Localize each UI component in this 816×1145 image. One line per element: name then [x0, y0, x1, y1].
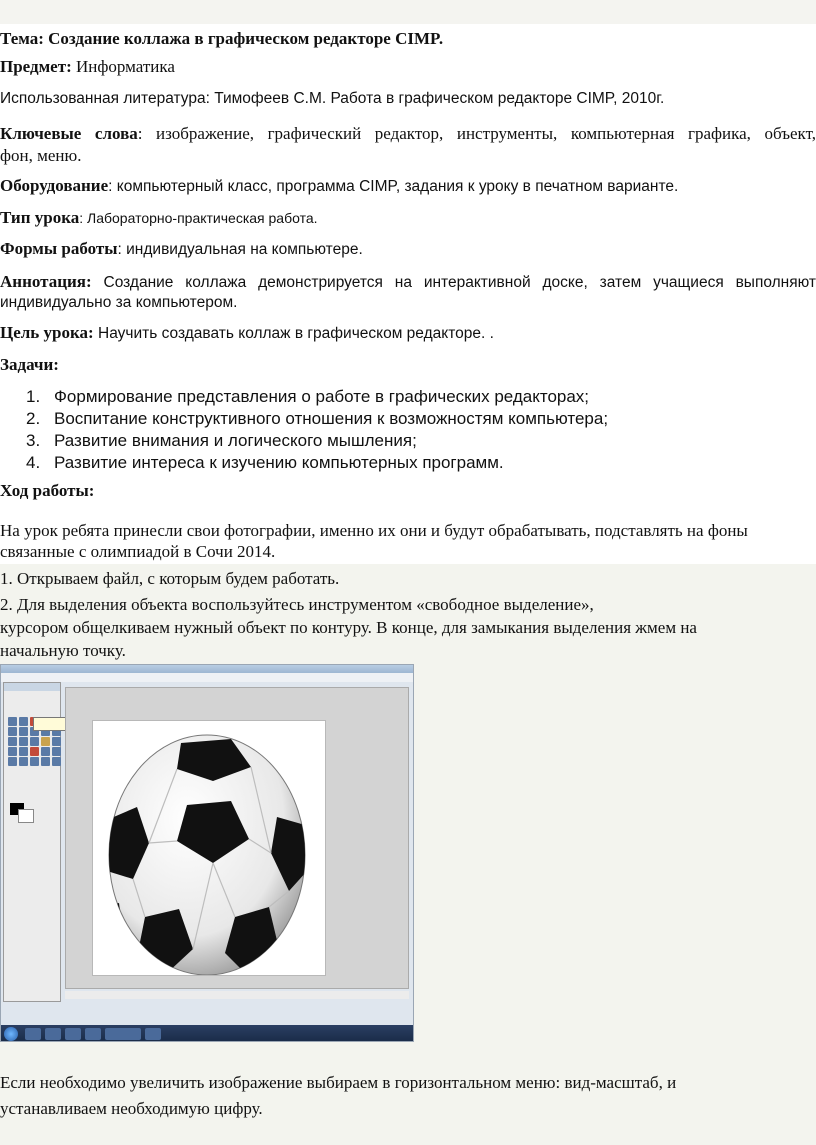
taskbar-app-icon [145, 1028, 161, 1040]
image-canvas [92, 720, 326, 976]
step-2: 2. Для выделения объекта воспользуйтесь инструментом «свободное выделение», [0, 595, 594, 614]
procedure-heading: Ход работы: [0, 481, 95, 500]
subject-value: Информатика [71, 57, 175, 76]
status-bar [65, 991, 409, 999]
rect-select-tool-icon [8, 717, 17, 726]
blend-tool-icon [19, 747, 28, 756]
lesson-type-line [0, 207, 318, 229]
annotation-line [0, 271, 816, 294]
topic-label: Тема: [0, 29, 49, 48]
taskbar-gimp-icon [105, 1028, 141, 1040]
bucket-tool-icon [8, 747, 17, 756]
procedure-intro-line-2: связанные с олимпиадой в Сочи 2014. [0, 542, 276, 561]
gimp-screenshot [0, 664, 414, 1042]
goal-label: Цель урока: [0, 323, 94, 342]
taskbar-app-icon [85, 1028, 101, 1040]
literature-line: Использованная литература: Тимофеев С.М. Работа в графическом редакторе CIMP, 2010г. [0, 90, 665, 107]
canvas-area [65, 687, 409, 989]
toolbox-title [4, 683, 60, 691]
forms-line [0, 238, 363, 261]
list-item-number: 4. [26, 453, 41, 472]
clone-tool-icon [30, 757, 39, 766]
align-tool-icon [19, 727, 28, 736]
list-item-number: 3. [26, 431, 41, 450]
paths-tool-icon [52, 737, 61, 746]
heal-tool-icon [41, 757, 50, 766]
after-line-1: Если необходимо увеличить изображение выбираем в горизонтальном меню: вид-масштаб, и [0, 1073, 677, 1092]
window-titlebar [1, 665, 413, 673]
list-item-text: Развитие внимания и логического мышления; [54, 431, 417, 450]
keywords-line-2: фон, меню. [0, 146, 82, 165]
airbrush-tool-icon [8, 757, 17, 766]
flip-tool-icon [30, 737, 39, 746]
list-item-text: Формирование представления о работе в графических редакторах; [54, 387, 590, 406]
move-tool-icon [8, 727, 17, 736]
lesson-type-value: : Лабораторно-практическая работа. [79, 210, 318, 226]
forms-value: : индивидуальная на компьютере. [117, 241, 363, 258]
lesson-type-label: Тип урока [0, 208, 80, 227]
menu-bar [1, 673, 413, 682]
list-item-number: 2. [26, 409, 41, 428]
list-item [26, 430, 417, 452]
top-band [0, 0, 816, 24]
equipment-value: : компьютерный класс, программа CIMP, задания к уроку в печатном варианте. [108, 178, 679, 195]
keywords-value: : изображение, графический редактор, инструменты, компьютерная графика, объект, [137, 124, 816, 143]
keywords-line [0, 123, 816, 145]
goal-line [0, 322, 494, 345]
pencil-tool-icon [30, 747, 39, 756]
annotation-label: Аннотация: [0, 272, 92, 291]
goal-value: Научить создавать коллаж в графическом редакторе. . [93, 325, 494, 342]
equipment-line [0, 175, 678, 198]
eraser-tool-icon [52, 747, 61, 756]
list-item [26, 452, 504, 474]
annotation-value: Создание коллажа демонстрируется на интерактивной доске, затем учащиеся выполняют [91, 274, 816, 291]
list-item-number: 1. [26, 387, 41, 406]
annotation-line-2: индивидуально за компьютером. [0, 294, 238, 311]
step-2-cont-line-1: курсором общелкиваем нужный объект по контуру. В конце, для замыкания выделения жмем на [0, 618, 697, 637]
ink-tool-icon [19, 757, 28, 766]
taskbar-app-icon [65, 1028, 81, 1040]
after-line-2: устанавливаем необходимую цифру. [0, 1099, 263, 1118]
subject-label: Предмет: [0, 57, 72, 76]
step-1: 1. Открываем файл, с которым будем работать. [0, 569, 340, 588]
list-item-text: Воспитание конструктивного отношения к возможностям компьютера; [54, 409, 609, 428]
ellipse-select-tool-icon [19, 717, 28, 726]
list-item [26, 408, 608, 430]
topic-value: Создание коллажа в графическом редакторе CIMP. [48, 29, 444, 48]
smudge-tool-icon [52, 757, 61, 766]
text-tool-icon [41, 737, 50, 746]
background-color-swatch [18, 809, 34, 823]
forms-label: Формы работы [0, 239, 118, 258]
taskbar-app-icon [25, 1028, 41, 1040]
taskbar-app-icon [45, 1028, 61, 1040]
document-page [0, 24, 816, 564]
step-2-cont-line-2: начальную точку. [0, 641, 126, 660]
brush-tool-icon [41, 747, 50, 756]
list-item [26, 386, 589, 408]
topic-line [0, 28, 443, 50]
windows-taskbar [1, 1025, 413, 1042]
perspective-tool-icon [19, 737, 28, 746]
keywords-label: Ключевые слова [0, 124, 138, 143]
shear-tool-icon [8, 737, 17, 746]
equipment-label: Оборудование [0, 176, 109, 195]
list-item-text: Развитие интереса к изучению компьютерных программ. [54, 453, 504, 472]
subject-line [0, 56, 175, 78]
soccer-ball-image [93, 721, 325, 975]
start-button-icon [4, 1027, 18, 1041]
procedure-intro-line-1: На урок ребята принесли свои фотографии, именно их они и будут обрабатывать, подставлять на фоны [0, 521, 748, 540]
tasks-heading: Задачи: [0, 355, 59, 374]
